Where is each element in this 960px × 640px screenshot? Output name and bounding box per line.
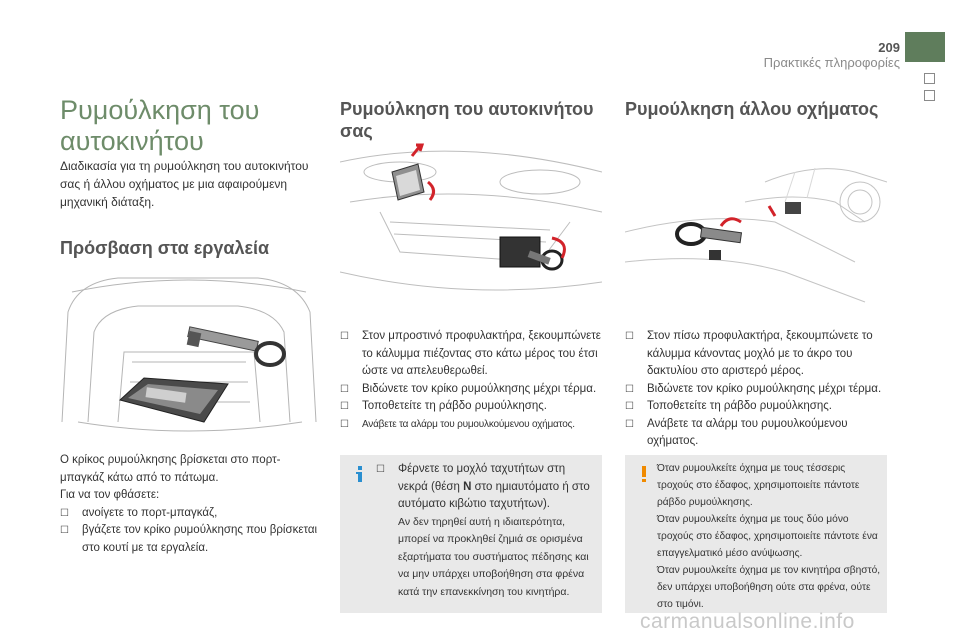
instructions-other-car [625, 328, 887, 451]
page-title: Ρυμούλκηση του αυτοκινήτου [60, 95, 260, 156]
nav-square-icon [924, 73, 935, 84]
list-item [340, 416, 602, 434]
instructions-own-car [340, 328, 602, 433]
info-note [376, 461, 598, 601]
list-item-text: Ανάβετε τα αλάρμ του ρυμουλκούμενου οχήματος. [647, 417, 848, 447]
page-number: 209 [878, 40, 900, 55]
note-text: Όταν ρυμουλκείτε όχημα με τους τέσσερις τροχούς στο έδαφος, χρησιμοποιείτε πάντοτε ράβδο ρυμούλκησης. [657, 463, 860, 508]
checkbox-bullet-icon: ☐ [625, 331, 634, 342]
tow-socket-icon [785, 202, 801, 214]
checkbox-bullet-icon: ☐ [60, 525, 69, 536]
direction-arrow-icon [721, 206, 775, 226]
checkbox-bullet-icon: ☐ [625, 401, 634, 412]
checkbox-bullet-icon: ☐ [376, 464, 385, 475]
direction-arrow-icon [412, 145, 564, 258]
toolbox-icon [120, 378, 228, 422]
list-item [376, 461, 598, 514]
list-item [625, 328, 887, 381]
rear-bumper-illustration [625, 142, 887, 314]
tow-eye-icon [677, 224, 742, 260]
checkbox-bullet-icon: ☐ [340, 401, 349, 412]
list-item-text: Στον μπροστινό προφυλακτήρα, ξεκουμπώνετε το κάλυμμα πιέζοντας στο κάτω μέρος του έτσι ώστε να απελευθερωθεί. [362, 330, 601, 377]
intro-text: Διαδικασία για τη ρυμούλκηση του αυτοκινήτου σας ή άλλου οχήματος με μια αφαιρούμενη μηχανική διάταξη. [60, 159, 309, 209]
list-item [60, 505, 322, 523]
footer-watermark: carmanualsonline.info [640, 610, 855, 633]
list-item-text: Τοποθετείτε τη ράβδο ρυμούλκησης. [362, 400, 547, 412]
list-item [340, 381, 602, 399]
warning-note [657, 460, 883, 613]
note-text: Φέρνετε το μοχλό ταχυτήτων στη νεκρά (θέση [398, 463, 566, 493]
trunk-caption [60, 452, 322, 557]
list-item-text: βγάζετε τον κρίκο ρυμούλκησης που βρίσκεται στο κουτί με τα εργαλεία. [82, 524, 318, 554]
caption-line: Ο κρίκος ρυμούλκησης βρίσκεται στο πορτ- [60, 454, 281, 466]
note-text: στο ημιαυτόματο ή στο αυτόματο κιβώτιο ταχυτήτων). [398, 480, 590, 510]
running-head: Πρακτικές πληροφορίες [763, 55, 900, 70]
checkbox-bullet-icon: ☐ [625, 383, 634, 395]
note-text: Όταν ρυμουλκείτε όχημα με τους δύο μόνο τροχούς στο έδαφος, χρησιμοποιείτε πάντοτε ένα επαγγελματικό μέσο ανύψωσης. [657, 514, 878, 559]
caption-line: Για να τον φθάσετε: [60, 489, 160, 501]
front-bumper-illustration [340, 142, 602, 302]
list-item-text: Ανάβετε τα αλάρμ του ρυμουλκούμενου οχήματος. [362, 418, 575, 430]
list-item [60, 522, 322, 557]
trunk-illustration [58, 272, 320, 442]
list-item [625, 416, 887, 451]
gear-position-label: N [463, 480, 472, 493]
caption-line: μπαγκάζ κάτω από το πάτωμα. [60, 471, 219, 484]
list-item [340, 328, 602, 381]
checkbox-bullet-icon: ☐ [625, 418, 634, 430]
checkbox-bullet-icon: ☐ [340, 418, 349, 430]
list-item [625, 398, 887, 416]
note-text: Αν δεν τηρηθεί αυτή η ιδιαιτερότητα, μπορεί να προκληθεί ζημιά σε ορισμένα εξαρτήματα του συστήματος πέδησης και να μην υπάρχει υποβοήθηση στα φρένα κατά την επανεκκίνηση του κινητήρα. [398, 515, 589, 598]
tow-eye-icon [187, 327, 284, 365]
list-item-text: Τοποθετείτε τη ράβδο ρυμούλκησης. [647, 400, 832, 412]
checkbox-bullet-icon: ☐ [340, 383, 349, 395]
info-note-box [340, 455, 602, 613]
list-item [625, 381, 887, 399]
list-item [340, 398, 602, 416]
list-item-text: Βιδώνετε τον κρίκο ρυμούλκησης μέχρι τέρμα. [362, 382, 597, 395]
checkbox-bullet-icon: ☐ [60, 507, 69, 519]
checkbox-bullet-icon: ☐ [340, 331, 349, 342]
info-icon [351, 465, 369, 483]
warning-icon [634, 465, 654, 483]
section-title-tow-own-car: Ρυμούλκηση του αυτοκινήτου σας [340, 99, 594, 141]
list-item-text: ανοίγετε το πορτ-μπαγκάζ, [82, 506, 218, 519]
list-item-text: Στον πίσω προφυλακτήρα, ξεκουμπώνετε το κάλυμμα κάνοντας μοχλό με το άκρο του δακτυλίου στο αριστερό μέρος. [647, 330, 873, 377]
warning-note-box [625, 455, 887, 613]
nav-square-icon [924, 90, 935, 101]
note-text: Όταν ρυμουλκείτε όχημα με τον κινητήρα σβηστό, δεν υπάρχει υποβοήθηση ούτε στα φρένα, ούτε στο τιμόνι. [657, 565, 881, 610]
list-item-text: Βιδώνετε τον κρίκο ρυμούλκησης μέχρι τέρμα. [647, 382, 882, 395]
section-title-tools-access: Πρόσβαση στα εργαλεία [60, 238, 270, 258]
chapter-tab [905, 32, 945, 62]
section-title-tow-other-car: Ρυμούλκηση άλλου οχήματος [625, 99, 879, 119]
